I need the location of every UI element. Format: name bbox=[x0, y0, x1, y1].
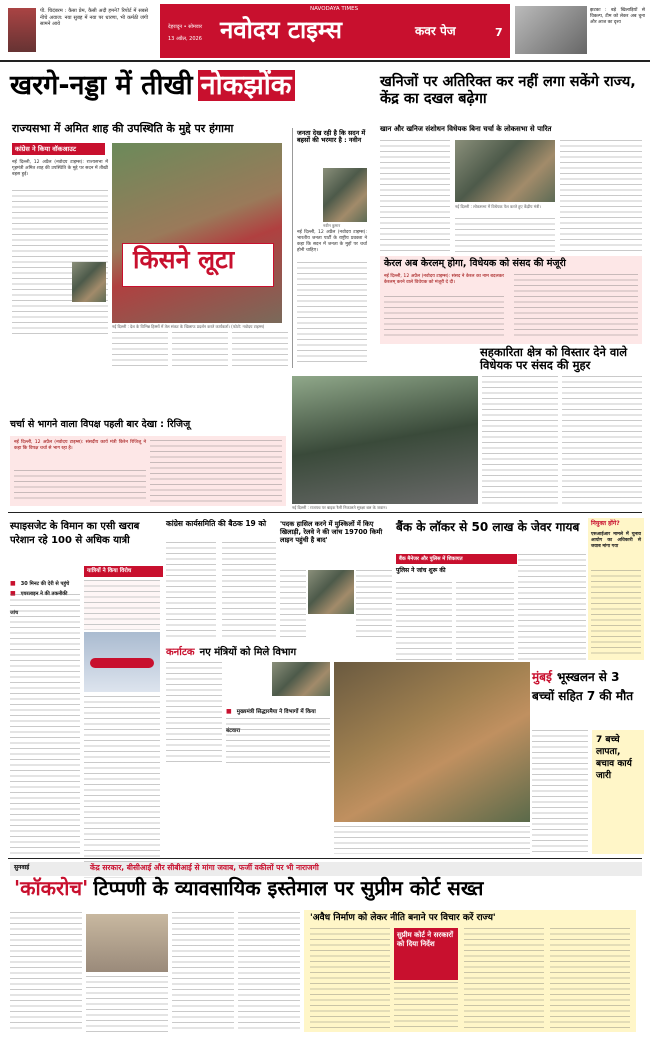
cooperative-headline[interactable]: सहकारिता क्षेत्र को विस्तार देने वाले विधेयक पर संसद की मुहर bbox=[480, 345, 628, 372]
kerala-body: नई दिल्ली, 12 अप्रैल (नवोदय टाइम्स): संसद ने केरल का नाम बदलकर केरलम् करने वाले विधेयक को मंजूरी दे दी। bbox=[384, 274, 504, 285]
right-promo-photo bbox=[515, 6, 587, 54]
court-headline-red: 'कॉकरोच' bbox=[14, 876, 89, 900]
quote-body-lines bbox=[297, 262, 367, 362]
cooperative-body-col2 bbox=[562, 376, 642, 506]
cooperative-body-col1 bbox=[482, 376, 558, 506]
spicejet-badge: यात्रियों ने किया विरोध bbox=[84, 566, 163, 577]
opposition-headline[interactable]: चर्चा से भागने वाला विपक्ष पहली बार देखा : रिजिजू bbox=[10, 419, 191, 430]
karnataka-bullet: ■ मुख्यमंत्री सिद्धारमैया ने विभागों में किया बंटवारा bbox=[226, 708, 316, 734]
spicejet-plane-photo bbox=[84, 632, 160, 692]
mumbai-side-box bbox=[592, 730, 644, 854]
mumbai-label: मुंबई bbox=[532, 670, 552, 684]
bullet-icon: ■ bbox=[10, 590, 16, 597]
cooperative-photo bbox=[292, 376, 478, 504]
hunger-photo bbox=[308, 570, 354, 614]
mumbai-side-text: 7 बच्चे लापता, बचाव कार्य जारी bbox=[596, 735, 632, 781]
court-inset-col1 bbox=[310, 928, 390, 1028]
masthead-name-bg bbox=[160, 4, 510, 58]
karnataka-label: कर्नाटक bbox=[166, 647, 195, 658]
bullet-icon: ■ bbox=[226, 708, 232, 715]
karnataka-title: नए मंत्रियों को मिले विभाग bbox=[199, 647, 297, 658]
page-number: 7 bbox=[495, 26, 503, 39]
spicejet-body-col3 bbox=[84, 696, 160, 878]
lead-headline[interactable] bbox=[10, 72, 380, 112]
protest-banner-text: किसने लूटा bbox=[133, 245, 235, 274]
mumbai-body-col bbox=[532, 730, 588, 854]
bank-body-col2 bbox=[456, 582, 514, 660]
hunger-headline[interactable]: 'पदक हासिल करने में मुश्किलों में किए खिलाड़ी, रेलवे ने की जांच 19700 किमी लाइन पहुंची है बाद' bbox=[280, 520, 383, 544]
lead-headline-red: नोकझोंक bbox=[198, 70, 295, 101]
spicejet-body-col2 bbox=[84, 580, 160, 630]
bank-headline[interactable]: बैंक के लॉकर से 50 लाख के जेवर गायब bbox=[396, 520, 580, 534]
kerala-headline[interactable]: केरल अब केरलम् होगा, विधेयक को संसद की मंजूरी bbox=[384, 258, 566, 269]
opposition-body: नई दिल्ली, 12 अप्रैल (नवोदय टाइम्स): संसदीय कार्य मंत्री किरेन रिजिजू ने कहा कि विपक्ष चर्चा से भाग रहा है। bbox=[14, 440, 146, 451]
lead-protest-photo bbox=[112, 143, 282, 323]
spicejet-bullet1: ■ 30 मिनट की देरी से पहुंचे bbox=[10, 580, 70, 587]
paper-name[interactable]: नवोदय टाइम्स bbox=[220, 16, 343, 44]
spicejet-headline[interactable]: स्पाइसजेट के विमान का एसी खराब परेशान रहे 100 से अधिक यात्री bbox=[10, 521, 140, 546]
date: 13 अप्रैल, 2026 bbox=[168, 36, 202, 42]
karnataka-body-col1 bbox=[166, 662, 222, 766]
lead-dateline: नई दिल्ली, 12 अप्रैल (नवोदय टाइम्स): राज्यसभा में गृहमंत्री अमित शाह की उपस्थिति के मुद्दे पर सदन में तीखी बहस हुई। bbox=[12, 160, 108, 177]
mining-headline[interactable]: खनिजों पर अतिरिक्त कर नहीं लगा सकेंगे राज्य, केंद्र का दखल बढ़ेगा bbox=[380, 74, 636, 107]
court-body-col4 bbox=[238, 912, 300, 1032]
lead-kicker: कांग्रेस ने किया वॉकआउट bbox=[12, 143, 105, 155]
quote-person-caption: नवीन कुमार bbox=[323, 223, 341, 228]
mumbai-title: भूस्खलन से 3 बच्चों सहित 7 की मौत bbox=[532, 670, 634, 703]
court-inset-badge: सुप्रीम कोर्ट ने सरकारों को दिया निर्देश bbox=[394, 928, 458, 980]
masthead bbox=[0, 0, 650, 60]
court-inset-headline: 'अवैध निर्माण को लेकर नीति बनाने पर विचार करें राज्य' bbox=[310, 913, 496, 923]
court-label: सुनवाई bbox=[14, 864, 30, 871]
court-strap: केंद्र सरकार, बीसीआई और सीबीआई से मांगा जवाब, फर्जी वकीलों पर भी नाराजगी bbox=[90, 863, 319, 872]
hunger-body-col2 bbox=[356, 570, 392, 638]
opposition-box bbox=[10, 436, 286, 506]
kerala-body-col1 bbox=[384, 296, 504, 340]
opposition-body-col2 bbox=[150, 440, 282, 502]
mid-rule bbox=[8, 512, 642, 513]
bank-tag1: बैंक मैनेजर और पुलिस में शिकायत bbox=[396, 554, 517, 564]
congress-body-col2 bbox=[222, 542, 276, 638]
quote-body: नई दिल्ली, 12 अप्रैल (नवोदय टाइम्स): भारतीय जनता पार्टी के राष्ट्रीय प्रवक्ता ने कहा कि सदन में जनता के मुद्दों पर चर्चा होनी चाहिए। bbox=[297, 230, 367, 253]
court-inset-col3 bbox=[464, 928, 544, 1028]
congress-body-col1 bbox=[166, 542, 216, 638]
opposition-body-col1 bbox=[14, 470, 146, 502]
side-right-lines bbox=[591, 570, 641, 656]
side-right-head: नियुक्त होंगे? bbox=[591, 520, 620, 527]
kerala-body-col2 bbox=[514, 274, 638, 340]
mining-photo bbox=[455, 140, 555, 202]
paper-name-en: NAVODAYA TIMES bbox=[310, 6, 359, 12]
quote-box bbox=[292, 128, 371, 368]
court-inset-box bbox=[304, 910, 636, 1032]
karnataka-photo bbox=[272, 662, 330, 696]
mining-body-col3 bbox=[560, 140, 642, 252]
cooperative-photo-caption: नई दिल्ली : राजपथ पर बाइक रैली निकालते सुरक्षा बल के जवान। bbox=[292, 505, 387, 510]
bullet-icon: ■ bbox=[10, 580, 16, 587]
court-building-photo bbox=[86, 914, 168, 972]
kerala-box bbox=[380, 256, 642, 344]
court-headline[interactable] bbox=[14, 878, 642, 908]
lead-photo-caption: नई दिल्ली : देश के विभिन्न हिस्सों में तेल संकट के खिलाफ प्रदर्शन करते कार्यकर्ता। (फोटो: नवोदय टाइम्स) bbox=[112, 324, 265, 329]
mining-subhead: खान और खनिज संशोधन विधेयक बिना चर्चा के लोकसभा से पारित bbox=[380, 125, 552, 133]
court-headline-black: टिप्पणी के व्यावसायिक इस्तेमाल पर सुप्रीम कोर्ट सख्त bbox=[93, 876, 484, 900]
mumbai-headline[interactable] bbox=[532, 666, 644, 728]
bank-tag2: पुलिस ने जांच शुरू की bbox=[396, 567, 446, 574]
mining-body-col1 bbox=[380, 140, 450, 252]
city-line: देहरादून • सोमवार bbox=[168, 24, 202, 30]
court-body-col1 bbox=[10, 912, 82, 1032]
court-body-col3 bbox=[172, 912, 234, 1032]
lead-body-col2 bbox=[112, 332, 168, 370]
right-promo-text[interactable]: झटका : बड़े खिलाड़ियों से विकल्प, टीम को लेकर अब चुना और आज का दृश्य bbox=[590, 8, 645, 25]
court-body-col2 bbox=[86, 976, 168, 1032]
lead-body-col3 bbox=[172, 332, 228, 370]
lead-person-photo bbox=[72, 262, 106, 302]
section-label: कवर पेज bbox=[415, 24, 456, 38]
court-inset-col2 bbox=[394, 982, 458, 1028]
lead-body-col4 bbox=[232, 332, 288, 370]
left-promo-photo bbox=[8, 8, 36, 52]
spicejet-bullet2: ■ एयरलाइन ने की तकनीकी जांच bbox=[10, 590, 68, 616]
spicejet-body-col1 bbox=[10, 594, 80, 878]
masthead-rule bbox=[0, 60, 650, 62]
plane-icon bbox=[90, 658, 154, 668]
lead-headline-black: खरगे-नड्डा में तीखी bbox=[10, 70, 193, 101]
side-right-text: एसआईआर मामले में चुनाव आयोग का अधिकारी से जवाब मांगा गया bbox=[591, 532, 641, 549]
quote-person-photo bbox=[323, 168, 367, 222]
protest-banner bbox=[122, 243, 274, 287]
lead-subhead: राज्यसभा में अमित शाह की उपस्थिति के मुद्दे पर हंगामा bbox=[12, 122, 234, 135]
court-strap-bar bbox=[10, 862, 642, 876]
side-right-box bbox=[588, 518, 644, 660]
mining-photo-caption: नई दिल्ली : लोकसभा में विधेयक पेश करते हुए केंद्रीय मंत्री। bbox=[455, 204, 541, 209]
court-inset-col4 bbox=[550, 928, 630, 1028]
congress-committee-headline[interactable]: कांग्रेस कार्यसमिति की बैठक 19 को bbox=[166, 519, 267, 528]
bank-body-col3 bbox=[518, 554, 586, 660]
left-promo-text[interactable]: पी. चिदंबरम : कैसा प्रेम, कैसी अदौ हमने? रिपोर्ट में सबसे नीचे अवाज: नया सुबह में नया पर धारणा, भी कर्मठी जंगी सामने आये bbox=[40, 8, 148, 27]
court-rule bbox=[8, 858, 642, 859]
landslide-body bbox=[334, 826, 530, 854]
karnataka-body-col2 bbox=[226, 718, 330, 766]
bank-body-col1 bbox=[396, 582, 452, 660]
landslide-photo bbox=[334, 662, 530, 822]
hunger-body-col1 bbox=[280, 570, 306, 638]
mining-body-col2 bbox=[455, 218, 555, 252]
karnataka-headline[interactable] bbox=[166, 640, 386, 656]
quote-text: जनता देख रही है कि सदन में बहसों की भरमार है : नवीन bbox=[297, 129, 366, 144]
